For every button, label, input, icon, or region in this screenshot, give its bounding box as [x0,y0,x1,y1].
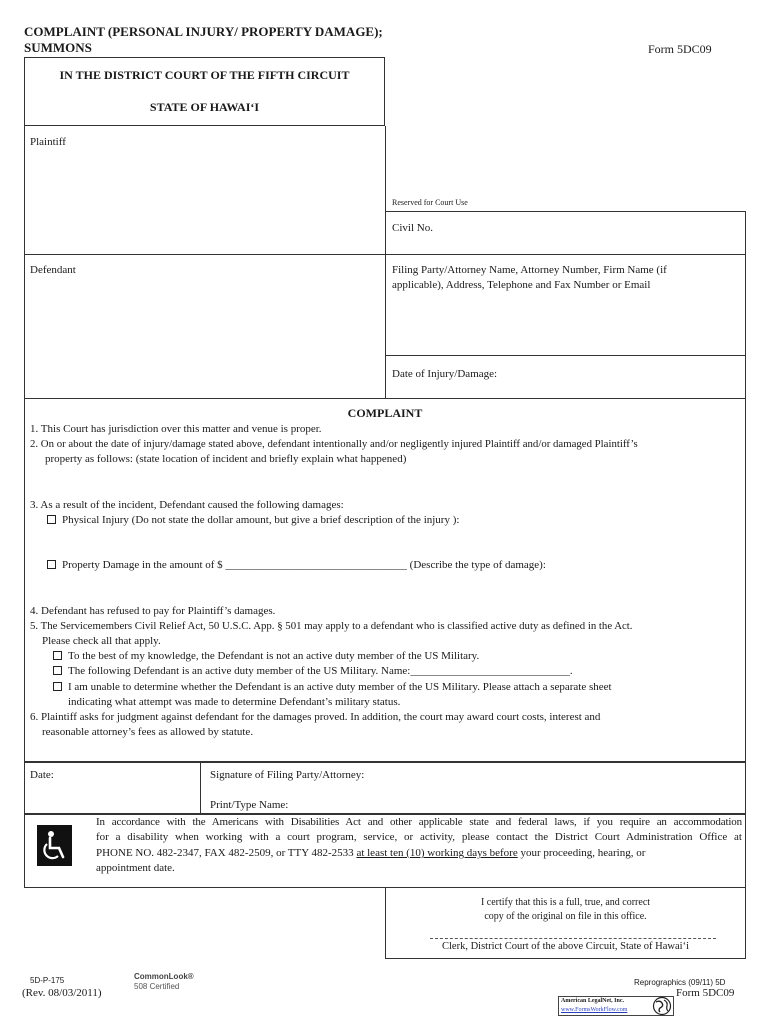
complaint-item-2-line2: property as follows: (state location of incident and briefly explain what happened) [45,453,407,465]
certify-line2: copy of the original on file in this office. [484,911,647,922]
physical-injury-checkbox[interactable] [47,515,56,524]
signature-label: Signature of Filing Party/Attorney: [210,769,365,781]
civil-no-label: Civil No. [392,222,433,234]
footer-form-number: Form 5DC09 [676,987,735,999]
filing-party-line2: applicable), Address, Telephone and Fax Number or Email [392,279,651,291]
accessibility-icon [37,825,72,866]
caption-divider [385,126,386,398]
military-opt1-checkbox[interactable] [53,651,62,660]
military-opt3-label: I am unable to determine whether the Defendant is an active duty member of the US Military. Please attach a separate sheet [68,681,612,693]
reserved-label: Reserved for Court Use [392,198,468,207]
military-opt2-label: The following Defendant is an active duty member of the US Military. Name:_____________________________. [68,665,573,677]
legalnet-url[interactable]: www.FormsWorkFlow.com [561,1007,628,1013]
form-title-line1: COMPLAINT (PERSONAL INJURY/ PROPERTY DAMAGE); [24,24,383,39]
plaintiff-label: Plaintiff [30,136,66,148]
clerk-label: Clerk, District Court of the above Circuit, State of Hawai‘i [442,941,689,952]
military-opt2-checkbox[interactable] [53,666,62,675]
complaint-item-2-line1: 2. On or about the date of injury/damage stated above, defendant intentionally and/or negligently injured Plaintiff and/or damaged Plaintiff’s [30,438,638,450]
commonlook-certified: 508 Certified [134,982,180,991]
signature-box [24,762,746,814]
ada-line4: appointment date. [96,862,175,874]
complaint-item-4: 4. Defendant has refused to pay for Plaintiff’s damages. [30,605,276,617]
ada-deadline: at least ten (10) working days before [356,847,518,859]
clerk-signature-line [430,938,716,939]
form-number: Form 5DC09 [648,42,712,56]
signature-divider [200,762,201,814]
reprographics-label: Reprographics (09/11) 5D [634,978,726,987]
footer-rev: (Rev. 08/03/2011) [22,987,102,999]
globe-icon [651,996,673,1016]
military-opt3-line2: indicating what attempt was made to determine Defendant’s military status. [68,696,401,708]
complaint-heading: COMPLAINT [347,406,423,420]
court-name: IN THE DISTRICT COURT OF THE FIFTH CIRCUIT [59,68,350,82]
property-damage-checkbox[interactable] [47,560,56,569]
caption-right-border [745,211,746,398]
certify-bottom-border [385,958,746,959]
caption-mid-line [24,254,746,255]
complaint-item-3: 3. As a result of the incident, Defendant caused the following damages: [30,499,344,511]
ada-line1: In accordance with the Americans with Disabilities Act and other applicable state and federal laws, if you require an accommodation [96,816,742,828]
legalnet-name: American LegalNet, Inc. [561,998,624,1004]
form-title-line2: SUMMONS [24,40,92,55]
ada-line3: PHONE NO. 482-2347, FAX 482-2509, or TTY 482-2533 at least ten (10) working days before your proceeding, hearing, or [96,847,646,859]
military-opt1-label: To the best of my knowledge, the Defendant is not an active duty member of the US Military. [68,650,480,662]
complaint-item-5-line2: Please check all that apply. [42,635,161,647]
filing-party-line1: Filing Party/Attorney Name, Attorney Number, Firm Name (if [392,264,667,276]
complaint-item-1: 1. This Court has jurisdiction over this matter and venue is proper. [30,423,322,435]
ada-line2: for a disability when working with a court program, service, or activity, please contact the District Court Administration Office at [96,831,742,843]
commonlook-logo: CommonLook® [134,972,194,981]
complaint-item-5-line1: 5. The Servicemembers Civil Relief Act, 50 U.S.C. App. § 501 may apply to a defendant who is classified active duty as defined in the Act. [30,620,633,632]
complaint-item-6-line1: 6. Plaintiff asks for judgment against defendant for the damages proved. In addition, the court may award court costs, interest and [30,711,601,723]
property-damage-label: Property Damage in the amount of $ _________________________________ (Describe the type of damage): [62,559,546,571]
defendant-label: Defendant [30,264,76,276]
court-state: STATE OF HAWAI‘I [149,100,260,114]
certify-line1: I certify that this is a full, true, and correct [480,897,651,908]
physical-injury-label: Physical Injury (Do not state the dollar amount, but give a brief description of the injury ): [62,514,460,526]
date-injury-divider [385,355,746,356]
footer-code: 5D-P-175 [30,976,65,985]
military-opt3-checkbox[interactable] [53,682,62,691]
caption-left-border [24,126,25,398]
reserved-divider [385,211,746,212]
complaint-item-6-line2: reasonable attorney’s fees as allowed by statute. [42,726,254,738]
date-label: Date: [30,769,54,781]
date-injury-label: Date of Injury/Damage: [392,368,498,380]
print-name-label: Print/Type Name: [210,799,289,811]
